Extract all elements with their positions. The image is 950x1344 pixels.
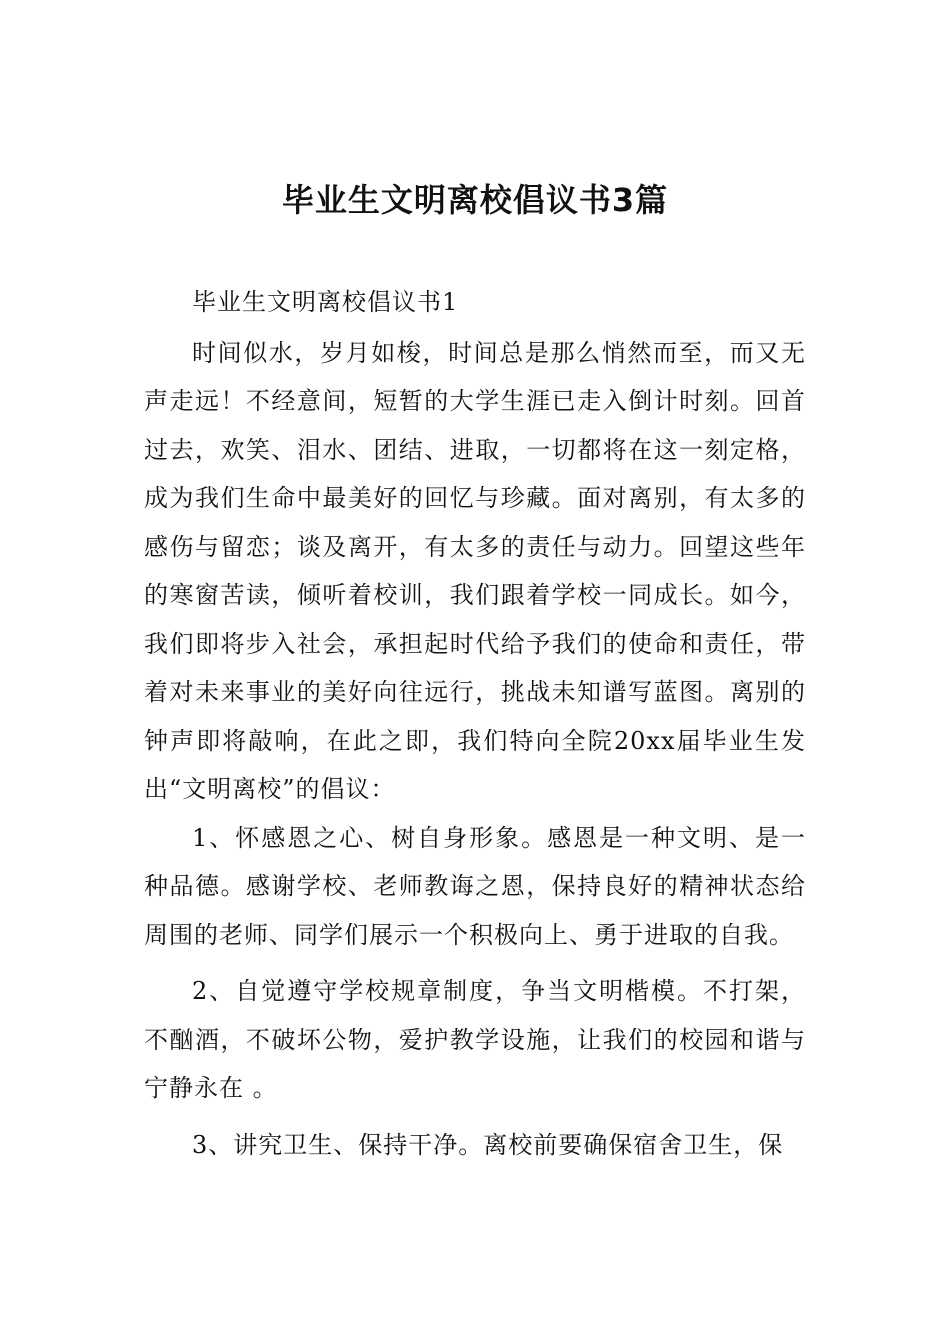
paragraph-item-2: 2、自觉遵守学校规章制度，争当文明楷模。不打架，不酗酒，不破坏公物，爱护教学设施，让我们的校园和谐与宁静永在 。 [144,977,806,1102]
section-title: 毕业生文明离校倡议书1 [192,288,459,316]
document-title: 毕业生文明离校倡议书3篇 [281,181,669,219]
document-body [144,278,806,1169]
paragraph-intro: 时间似水，岁月如梭，时间总是那么悄然而至，而又无声走远！不经意间，短暂的大学生涯已走入倒计时刻。回首过去，欢笑、泪水、团结、进取，一切都将在这一刻定格，成为我们生命中最美好的回忆与珍藏。面对离别，有太多的感伤与留恋；谈及离开，有太多的责任与动力。回望这些年的寒窗苦读，倾听着校训，我们跟着学校一同成长。如今，我们即将步入社会，承担起时代给予我们的使命和责任，带着对未来事业的美好向往远行，挑战未知谱写蓝图。离别的钟声即将敲响，在此之即，我们特向全院20xx届毕业生发出“文明离校”的倡议： [144,338,806,803]
paragraph-item-3: 3、讲究卫生、保持干净。离校前要确保宿舍卫生，保 [192,1130,784,1159]
paragraph-item-1: 1、怀感恩之心、树自身形象。感恩是一种文明、是一种品德。感谢学校、老师教诲之恩，保持良好的精神状态给周围的老师、同学们展示一个积极向上、勇于进取的自我。 [144,823,806,949]
